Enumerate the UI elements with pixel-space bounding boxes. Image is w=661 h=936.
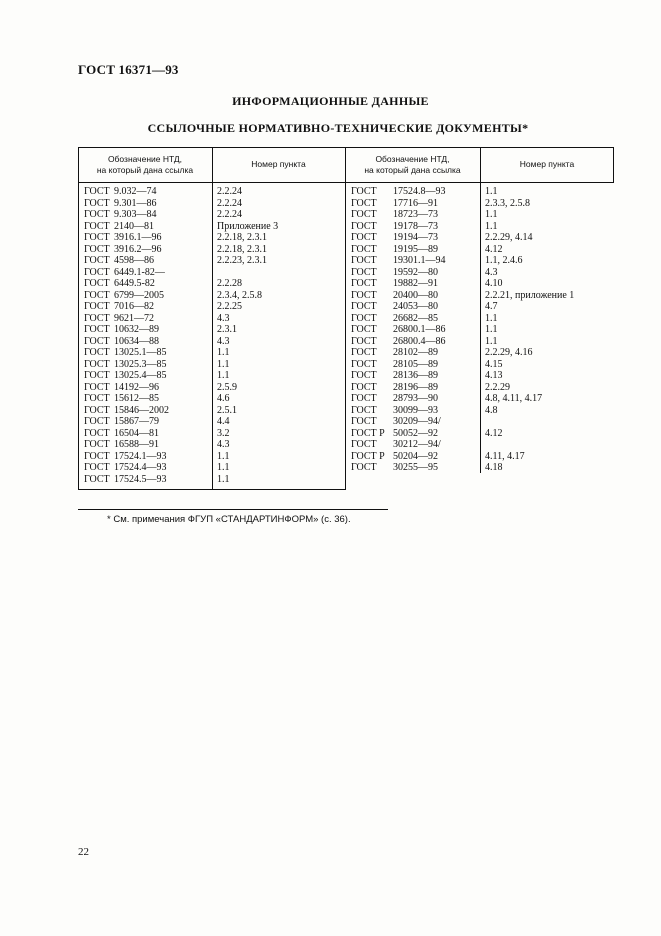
standard-number: 15867—79 xyxy=(114,416,159,427)
clause-number: 4.12 xyxy=(485,427,503,439)
standard-prefix: ГОСТ xyxy=(84,301,110,312)
standard-prefix: ГОСТ xyxy=(84,462,110,473)
header-designation-line2: на который дана ссылка xyxy=(364,164,461,175)
table-row xyxy=(78,428,614,440)
standard-number: 13025.1—85 xyxy=(114,347,167,358)
standard-prefix: ГОСТ xyxy=(84,243,110,255)
clause-number: 4.11, 4.17 xyxy=(485,450,525,462)
clause-number: 1.1 xyxy=(485,335,498,347)
standard-number: 26800.4—86 xyxy=(393,335,446,347)
standard-number: 17524.8—93 xyxy=(393,186,446,197)
clause-number: 4.4 xyxy=(217,416,230,427)
standard-prefix: ГОСТ xyxy=(351,462,377,473)
page-number: 22 xyxy=(78,846,89,858)
standard-prefix: ГОСТ xyxy=(84,278,110,289)
section-title: ИНФОРМАЦИОННЫЕ ДАННЫЕ xyxy=(232,94,429,108)
clause-number: 2.2.25 xyxy=(217,301,242,312)
standard-prefix: ГОСТ xyxy=(351,381,377,393)
standard-prefix: ГОСТ xyxy=(351,301,377,312)
clause-number: 2.2.18, 2.3.1 xyxy=(217,243,267,255)
standard-prefix: ГОСТ xyxy=(84,324,110,335)
clause-number: 4.3 xyxy=(217,312,230,324)
clause-number: 1.1 xyxy=(217,462,230,473)
standard-number: 19195—89 xyxy=(393,243,438,255)
standard-number: 16504—81 xyxy=(114,427,159,439)
standard-number: 3916.1—96 xyxy=(114,232,162,243)
references-table xyxy=(78,147,614,490)
standard-prefix: ГОСТ xyxy=(351,186,377,197)
standard-prefix: ГОСТ xyxy=(351,324,377,335)
standard-number: 3916.2—96 xyxy=(114,243,162,255)
table-row xyxy=(78,232,614,244)
standard-number: 17524.1—93 xyxy=(114,450,167,462)
subsection-title: ССЫЛОЧНЫЕ НОРМАТИВНО-ТЕХНИЧЕСКИЕ ДОКУМЕНТЫ* xyxy=(147,121,529,135)
table-row xyxy=(78,336,614,348)
table-row xyxy=(78,359,614,371)
standard-number: 9.301—86 xyxy=(114,197,157,209)
table-row xyxy=(78,267,614,279)
table-row xyxy=(78,451,614,463)
table-row xyxy=(78,221,614,233)
standard-prefix: ГОСТ xyxy=(351,266,377,278)
table-row xyxy=(78,244,614,256)
footnote: * См. примечания ФГУП «СТАНДАРТИНФОРМ» (с. 36). xyxy=(107,514,351,525)
standard-prefix: ГОСТ xyxy=(84,335,110,347)
standard-prefix: ГОСТ xyxy=(84,209,110,220)
standard-number: 19178—73 xyxy=(393,220,438,232)
standard-number: 10634—88 xyxy=(114,335,159,347)
clause-number: 1.1 xyxy=(217,450,230,462)
standard-prefix: ГОСТ xyxy=(351,439,377,450)
standard-number: 9.032—74 xyxy=(114,186,157,197)
standard-number: 19882—91 xyxy=(393,278,438,289)
clause-number: 2.2.29, 4.14 xyxy=(485,232,533,243)
standard-number: 6799—2005 xyxy=(114,289,164,301)
table-row xyxy=(78,347,614,359)
table-row xyxy=(78,290,614,302)
clause-number: 4.6 xyxy=(217,393,230,404)
standard-number: 16588—91 xyxy=(114,439,159,450)
table-row xyxy=(78,278,614,290)
standard-number: 17524.5—93 xyxy=(114,473,167,485)
table-row xyxy=(78,209,614,221)
header-designation-left xyxy=(78,147,212,182)
table-row xyxy=(78,462,614,474)
table-row xyxy=(78,382,614,394)
standard-number: 28105—89 xyxy=(393,358,438,370)
standard-prefix: ГОСТ xyxy=(84,370,110,381)
table-row xyxy=(78,474,614,486)
clause-number: 2.2.28 xyxy=(217,278,242,289)
standard-prefix: ГОСТ xyxy=(84,439,110,450)
standard-prefix: ГОСТ Р xyxy=(351,450,385,462)
standard-number: 26800.1—86 xyxy=(393,324,446,335)
standard-number: 6449.5-82 xyxy=(114,278,155,289)
clause-number: 1.1 xyxy=(217,347,230,358)
clause-number: 4.7 xyxy=(485,301,498,312)
standard-prefix: ГОСТ xyxy=(84,266,110,278)
clause-number: 1.1 xyxy=(485,209,498,220)
table-row xyxy=(78,255,614,267)
standard-prefix: ГОСТ xyxy=(84,255,110,266)
standard-number: 15612—85 xyxy=(114,393,159,404)
table-row xyxy=(78,393,614,405)
standard-prefix: ГОСТ xyxy=(84,381,110,393)
standard-prefix: ГОСТ xyxy=(84,232,110,243)
clause-number: 2.2.29 xyxy=(485,381,510,393)
standard-number: 50204—92 xyxy=(393,450,438,462)
table-row xyxy=(78,313,614,325)
clause-number: 2.2.21, приложение 1 xyxy=(485,289,575,301)
standard-number: 15846—2002 xyxy=(114,404,169,416)
standard-prefix: ГОСТ xyxy=(351,358,377,370)
clause-number: 2.2.29, 4.16 xyxy=(485,347,533,358)
standard-number: 2140—81 xyxy=(114,220,154,232)
clause-number: 4.3 xyxy=(217,439,230,450)
standard-number: 4598—86 xyxy=(114,255,154,266)
standard-number: 28793—90 xyxy=(393,393,438,404)
standard-number: 19301.1—94 xyxy=(393,255,446,266)
clause-number: 2.2.23, 2.3.1 xyxy=(217,255,267,266)
standard-prefix: ГОСТ xyxy=(351,197,377,209)
standard-prefix: ГОСТ xyxy=(351,220,377,232)
standard-prefix: ГОСТ Р xyxy=(351,427,385,439)
standard-number: 13025.4—85 xyxy=(114,370,167,381)
standard-prefix: ГОСТ xyxy=(351,335,377,347)
clause-number: 4.15 xyxy=(485,358,503,370)
clause-number: 2.5.9 xyxy=(217,381,237,393)
standard-prefix: ГОСТ xyxy=(84,358,110,370)
standard-number: 28102—89 xyxy=(393,347,438,358)
standard-number: 20400—80 xyxy=(393,289,438,301)
standard-prefix: ГОСТ xyxy=(84,450,110,462)
standard-prefix: ГОСТ xyxy=(84,220,110,232)
standard-number: 50052—92 xyxy=(393,427,438,439)
standard-prefix: ГОСТ xyxy=(351,416,377,427)
standard-number: 26682—85 xyxy=(393,312,438,324)
table-row xyxy=(78,416,614,428)
table-row xyxy=(78,324,614,336)
standard-prefix: ГОСТ xyxy=(84,404,110,416)
standard-prefix: ГОСТ xyxy=(351,312,377,324)
standard-number: 9621—72 xyxy=(114,312,154,324)
standard-prefix: ГОСТ xyxy=(351,232,377,243)
clause-number: 4.13 xyxy=(485,370,503,381)
clause-number: 4.18 xyxy=(485,462,503,473)
standard-prefix: ГОСТ xyxy=(84,186,110,197)
clause-number: 4.3 xyxy=(217,335,230,347)
table-row xyxy=(78,370,614,382)
standard-number: 19194—73 xyxy=(393,232,438,243)
standard-prefix: ГОСТ xyxy=(351,404,377,416)
clause-number: 2.5.1 xyxy=(217,404,237,416)
table-row xyxy=(78,405,614,417)
standard-prefix: ГОСТ xyxy=(84,473,110,485)
standard-number: 18723—73 xyxy=(393,209,438,220)
clause-number: 3.2 xyxy=(217,427,230,439)
clause-number: 1.1 xyxy=(485,324,498,335)
clause-number: 1.1 xyxy=(485,220,498,232)
clause-number: 1.1 xyxy=(485,312,498,324)
standard-number: 17716—91 xyxy=(393,197,438,209)
standard-prefix: ГОСТ xyxy=(351,393,377,404)
header-clause-label: Номер пункта xyxy=(519,159,575,169)
clause-number: 4.12 xyxy=(485,243,503,255)
standard-number: 14192—96 xyxy=(114,381,159,393)
clause-number: 2.3.4, 2.5.8 xyxy=(217,289,262,301)
standard-prefix: ГОСТ xyxy=(84,289,110,301)
header-designation-line1: Обозначение НТД, xyxy=(107,153,183,164)
standard-number: 30212—94/ xyxy=(393,439,441,450)
header-designation-right xyxy=(345,147,480,182)
standard-number: 10632—89 xyxy=(114,324,159,335)
table-row xyxy=(78,198,614,210)
standard-prefix: ГОСТ xyxy=(351,370,377,381)
clause-number: 2.2.24 xyxy=(217,209,242,220)
standard-number: 28136—89 xyxy=(393,370,438,381)
standard-number: 6449.1-82— xyxy=(114,266,165,278)
clause-number: 1.1 xyxy=(485,186,498,197)
document-code: ГОСТ 16371—93 xyxy=(78,62,179,77)
standard-number: 17524.4—93 xyxy=(114,462,167,473)
header-clause-left xyxy=(212,147,345,182)
clause-number: 2.3.1 xyxy=(217,324,237,335)
standard-prefix: ГОСТ xyxy=(84,416,110,427)
clause-number: 1.1 xyxy=(217,473,230,485)
standard-prefix: ГОСТ xyxy=(351,289,377,301)
header-designation-line2: на который дана ссылка xyxy=(96,164,194,175)
standard-prefix: ГОСТ xyxy=(84,347,110,358)
table-row xyxy=(78,186,614,198)
clause-number: 2.3.3, 2.5.8 xyxy=(485,197,530,209)
standard-prefix: ГОСТ xyxy=(351,278,377,289)
clause-number: 1.1 xyxy=(217,370,230,381)
clause-number: 4.8 xyxy=(485,404,498,416)
standard-prefix: ГОСТ xyxy=(351,209,377,220)
standard-number: 19592—80 xyxy=(393,266,438,278)
clause-number: 4.10 xyxy=(485,278,503,289)
standard-prefix: ГОСТ xyxy=(351,347,377,358)
standard-prefix: ГОСТ xyxy=(351,243,377,255)
clause-number: 1.1 xyxy=(217,358,230,370)
clause-number: 4.3 xyxy=(485,266,498,278)
standard-number: 13025.3—85 xyxy=(114,358,167,370)
header-clause-right xyxy=(480,147,614,182)
header-designation-line1: Обозначение НТД, xyxy=(375,153,450,164)
clause-number: Приложение 3 xyxy=(217,220,279,232)
standard-number: 28196—89 xyxy=(393,381,438,393)
table-row xyxy=(78,439,614,451)
clause-number: 2.2.24 xyxy=(217,197,242,209)
standard-number: 30099—93 xyxy=(393,404,438,416)
standard-number: 9.303—84 xyxy=(114,209,157,220)
standard-prefix: ГОСТ xyxy=(84,312,110,324)
standard-prefix: ГОСТ xyxy=(84,427,110,439)
clause-number: 4.8, 4.11, 4.17 xyxy=(485,393,543,404)
standard-number: 30209—94/ xyxy=(393,416,441,427)
clause-number: 2.2.18, 2.3.1 xyxy=(217,232,267,243)
standard-number: 7016—82 xyxy=(114,301,154,312)
standard-number: 24053—80 xyxy=(393,301,438,312)
standard-prefix: ГОСТ xyxy=(84,197,110,209)
standard-number: 30255—95 xyxy=(393,462,438,473)
clause-number: 2.2.24 xyxy=(217,186,242,197)
table-row xyxy=(78,301,614,313)
standard-prefix: ГОСТ xyxy=(351,255,377,266)
standard-prefix: ГОСТ xyxy=(84,393,110,404)
clause-number: 1.1, 2.4.6 xyxy=(485,255,523,266)
footnote-divider xyxy=(78,509,388,510)
header-clause-label: Номер пункта xyxy=(251,159,306,169)
